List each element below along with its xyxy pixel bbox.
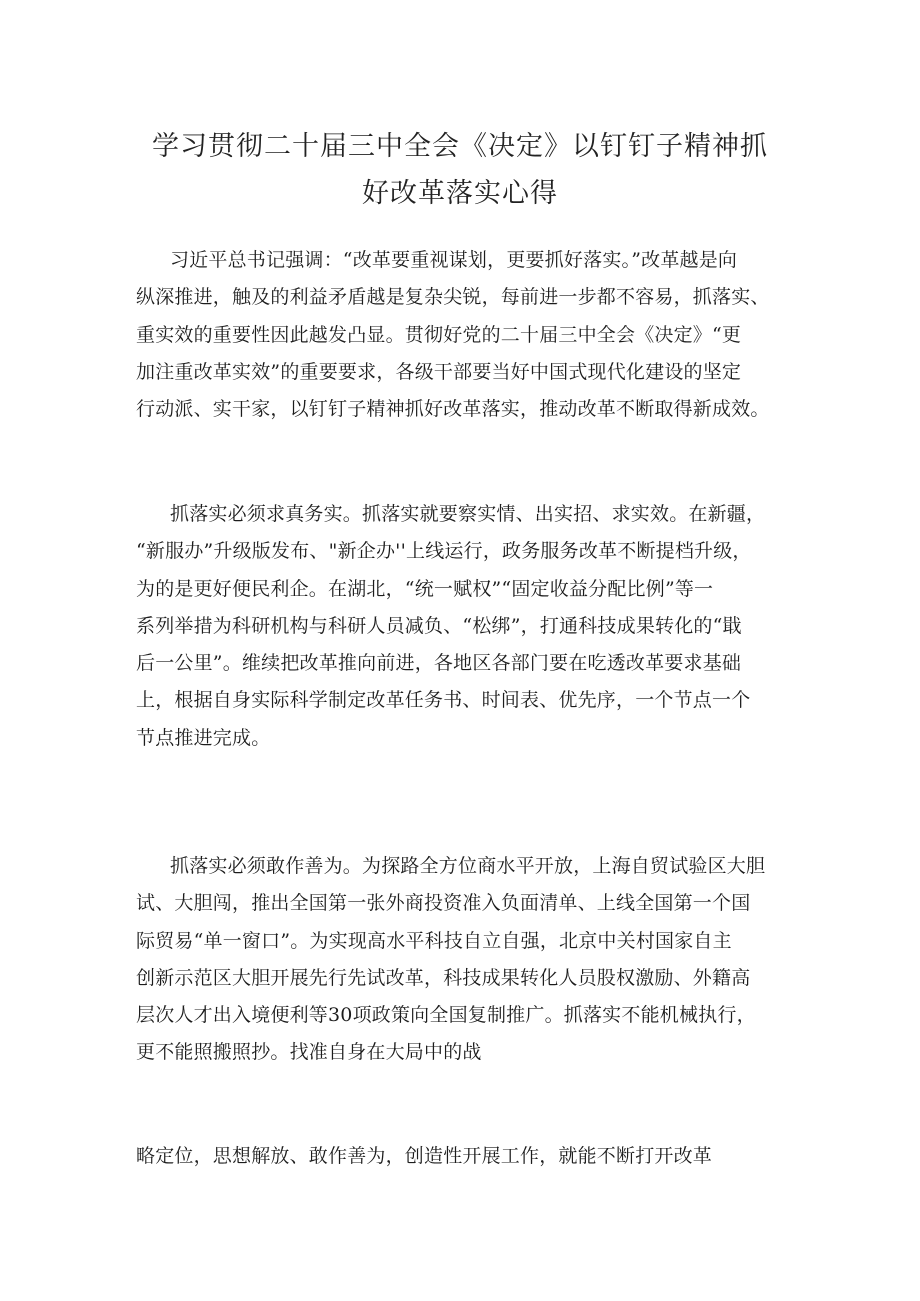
paragraph-3	[136, 848, 796, 1072]
paragraph-line: 层次人才出入境便利等30项政策向全国复制推广。抓落实不能机械执行，	[136, 1004, 756, 1027]
paragraph-line: 更不能照搬照抄。找准自身在大局中的战	[136, 1041, 482, 1064]
paragraph-line: 抓落实必须敢作善为。为探路全方位商水平开放，上海自贸试验区大胆	[170, 855, 766, 877]
paragraph-line: 系列举措为科研机构与科研人员减负、“松绑”，打通科技成果转化的“戢	[136, 614, 742, 637]
paragraph-line: 创新示范区大胆开展先行先试改革，科技成果转化人员股权激励、外籍高	[136, 966, 751, 989]
paragraph-line: 节点推进完成。	[136, 726, 271, 749]
document-title-line-2: 好改革落实心得	[362, 178, 558, 209]
paragraph-4	[136, 1138, 796, 1175]
paragraph-line: 行动派、实干家，以钉钉子精神抓好改革落实，推动改革不断取得新成效。	[136, 398, 770, 421]
document-title-line-1: 学习贯彻二十届三中全会《决定》以钉钉子精神抓	[152, 131, 768, 162]
paragraph-line: 后一公里”。维续把改革推向前进，各地区各部门要在吃透改革要求基础	[136, 652, 742, 675]
paragraph-line: 抓落实必须求真务实。抓落实就要察实情、出实招、求实效。在新疆，	[170, 503, 766, 525]
paragraph-line: 重实效的重要性因此越发凸显。贯彻好党的二十届三中全会《决定》“更	[136, 323, 742, 346]
paragraph-line: 习近平总书记强调：“改革要重视谋划，更要抓好落实。”改革越是向	[170, 249, 738, 271]
paragraph-line: 际贸易“单一窗口”。为实现高水平科技自立自强，北京中关村国家自主	[136, 929, 732, 952]
paragraph-line: 略定位，思想解放、敢作善为，创造性开展工作，就能不断打开改革	[136, 1145, 713, 1167]
paragraph-line: “新服办”升级版发布、"新企办''上线运行，政务服务改革不断提档升级，	[136, 540, 752, 563]
paragraph-2	[136, 496, 796, 757]
paragraph-line: 为的是更好便民利企。在湖北，“统一赋权”“固定收益分配比例”等一	[136, 577, 714, 600]
paragraph-line: 纵深推进，触及的利益矛盾越是复杂尖锐，每前进一步都不容易，抓落实、	[136, 286, 770, 309]
paragraph-1	[136, 242, 796, 428]
paragraph-line: 试、大胆闯，推出全国第一张外商投资准入负面清单、上线全国第一个国	[136, 892, 751, 915]
paragraph-line: 上，根据自身实际科学制定改革任务书、时间表、优先序，一个节点一个	[136, 689, 751, 712]
paragraph-line: 加注重改革实效”的重要要求，各级干部要当好中国式现代化建设的坚定	[136, 360, 742, 383]
